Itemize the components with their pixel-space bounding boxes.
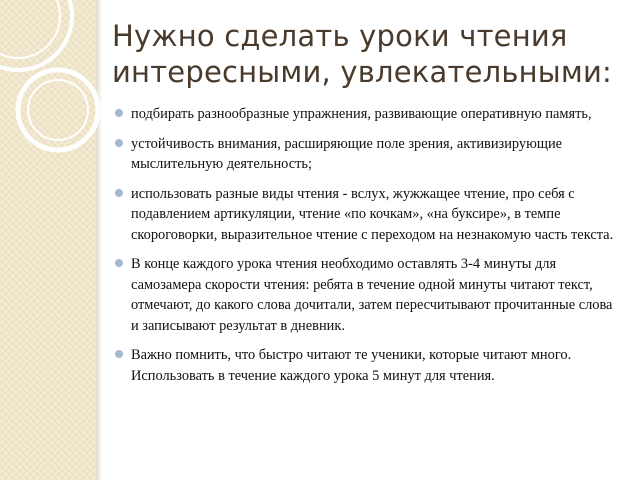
bullet-text: подбирать разнообразные упражнения, развивающие оперативную память, (131, 106, 592, 122)
slide-title (112, 18, 632, 90)
bullet-text: Важно помнить, что быстро читают те ученики, которые читают много. Использовать в течение каждого урока 5 минут для чтения. (131, 347, 572, 384)
bullet-dot-icon (115, 139, 123, 147)
ornament-ring-upper-inner (0, 0, 60, 58)
bullet-item (114, 254, 619, 336)
ornament-ring-lower (18, 70, 98, 150)
bullet-item (114, 345, 619, 386)
bullet-dot-icon (115, 189, 123, 197)
bullet-dot-icon (115, 350, 123, 358)
bullet-list (114, 104, 619, 395)
bullet-item (114, 104, 619, 125)
slide-title-line-1: Нужно сделать уроки чтения (112, 19, 568, 53)
bullet-item (114, 184, 619, 246)
ornament-ring-upper (0, 0, 72, 70)
bullet-item (114, 134, 619, 175)
bullet-dot-icon (115, 109, 123, 117)
bullet-text: В конце каждого урока чтения необходимо оставлять 3-4 минуты для самозамера скорости чтения: ребята в течение одной минуты читают текст, отмечают, до какого слова дочитали, затем пересчитывают прочитанные слова и записывают результат в дневник. (131, 256, 613, 334)
bullet-dot-icon (115, 259, 123, 267)
bullet-text: устойчивость внимания, расширяющие поле зрения, активизирующие мыслительную деятельность; (131, 135, 563, 172)
ornament-ring-lower-inner (28, 80, 88, 140)
slide-title-line-2: интересными, увлекательными: (112, 55, 612, 89)
bullet-text: использовать разные виды чтения - вслух, жужжащее чтение, про себя с подавлением артикуляции, чтение «по кочкам», «на буксире», в темпе скороговорки, выразительное чтение с переходом на незнакомую часть текста. (131, 185, 614, 243)
